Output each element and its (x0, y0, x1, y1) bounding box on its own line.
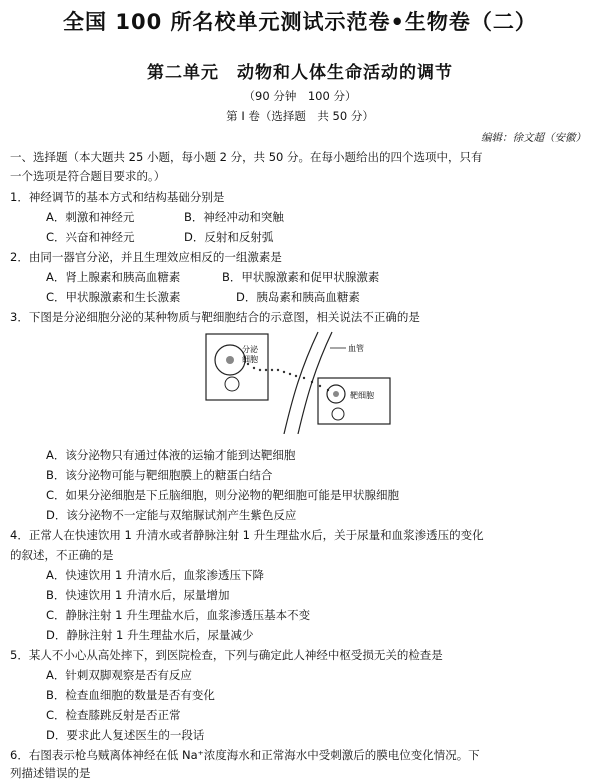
question-1-option-b: B．神经冲动和突触 (184, 210, 284, 224)
question-4-option-d: D．静脉注射 1 升生理盐水后，尿量减少 (46, 628, 254, 642)
unit-title: 第二单元 动物和人体生命活动的调节 (147, 63, 453, 83)
secretory-cell-small (225, 377, 239, 391)
editor-credit: 编辑：徐文超（安徽） (481, 132, 586, 144)
question-3-option-d: D．该分泌物不一定能与双缩脲试剂产生紫色反应 (46, 508, 297, 522)
vessel-wall-left (284, 332, 318, 434)
question-2-stem: 2．由同一器官分泌，并且生理效应相反的一组激素是 (10, 250, 282, 264)
vessel-wall-right (298, 332, 332, 434)
secretory-tissue-box (206, 334, 268, 400)
page-title: 全国 100 所名校单元测试示范卷•生物卷（二） (63, 10, 537, 34)
secretory-label-2: 细胞 (242, 355, 258, 364)
target-label: 靶细胞 (350, 391, 374, 400)
question-5-option-c: C．检查膝跳反射是否正常 (46, 708, 181, 722)
question-3-stem: 3．下图是分泌细胞分泌的某种物质与靶细胞结合的示意图，相关说法不正确的是 (10, 310, 420, 324)
question-2-option-d: D．胰岛素和胰高血糖素 (236, 290, 360, 304)
time-score-info: （90 分钟 100 分） (243, 89, 357, 103)
question-4-stem: 4．正常人在快速饮用 1 升清水或者静脉注射 1 升生理盐水后，关于尿量和血浆渗透压的变化 (10, 528, 484, 542)
question-5-option-a: A．针刺双脚观察是否有反应 (46, 668, 192, 682)
question-6-stem: 6．右图表示枪乌贼离体神经在低 Na⁺浓度海水和正常海水中受刺激后的膜电位变化情况。下 (10, 748, 480, 762)
section-instructions-line2: 一个选项是符合题目要求的。） (10, 169, 166, 183)
question-2-option-a: A．肾上腺素和胰高血糖素 (46, 270, 181, 284)
question-1-option-a: A．刺激和神经元 (46, 210, 135, 224)
question-1-stem: 1．神经调节的基本方式和结构基础分别是 (10, 190, 225, 204)
question-2-option-c: C．甲状腺激素和生长激素 (46, 290, 181, 304)
target-tissue-box (318, 378, 390, 424)
question-4-option-b: B．快速饮用 1 升清水后，尿量增加 (46, 588, 230, 602)
secretion-dots (247, 363, 337, 395)
volume-heading: 第 I 卷（选择题 共 50 分） (226, 109, 374, 123)
question-5-option-b: B．检查血细胞的数量是否有变化 (46, 688, 215, 702)
question-1-option-c: C．兴奋和神经元 (46, 230, 135, 244)
question-2-option-b: B．甲状腺激素和促甲状腺激素 (222, 270, 380, 284)
section-instructions-line1: 一、选择题（本大题共 25 小题，每小题 2 分，共 50 分。在每小题给出的四个选项中，只有 (10, 150, 483, 164)
target-cell-small (332, 408, 344, 420)
question-4-option-c: C．静脉注射 1 升生理盐水后，血浆渗透压基本不变 (46, 608, 311, 622)
secretion-diagram (196, 330, 416, 434)
vessel-label: 血管 (348, 344, 364, 353)
question-3-option-c: C．如果分泌细胞是下丘脑细胞，则分泌物的靶细胞可能是甲状腺细胞 (46, 488, 400, 502)
question-4-stem-cont: 的叙述，不正确的是 (10, 548, 114, 562)
question-5-stem: 5．某人不小心从高处摔下，到医院检查，下列与确定此人神经中枢受损无关的检查是 (10, 648, 443, 662)
question-1-option-d: D．反射和反射弧 (184, 230, 274, 244)
target-cell-nucleus (333, 391, 339, 397)
question-6-stem-cont: 列描述错误的是 (10, 766, 91, 780)
question-3-option-a: A．该分泌物只有通过体液的运输才能到达靶细胞 (46, 448, 296, 462)
question-3-option-b: B．该分泌物可能与靶细胞膜上的糖蛋白结合 (46, 468, 273, 482)
secretory-cell-nucleus (226, 356, 234, 364)
secretory-label-1: 分泌 (242, 345, 258, 354)
question-4-option-a: A．快速饮用 1 升清水后，血浆渗透压下降 (46, 568, 264, 582)
question-5-option-d: D．要求此人复述医生的一段话 (46, 728, 205, 742)
